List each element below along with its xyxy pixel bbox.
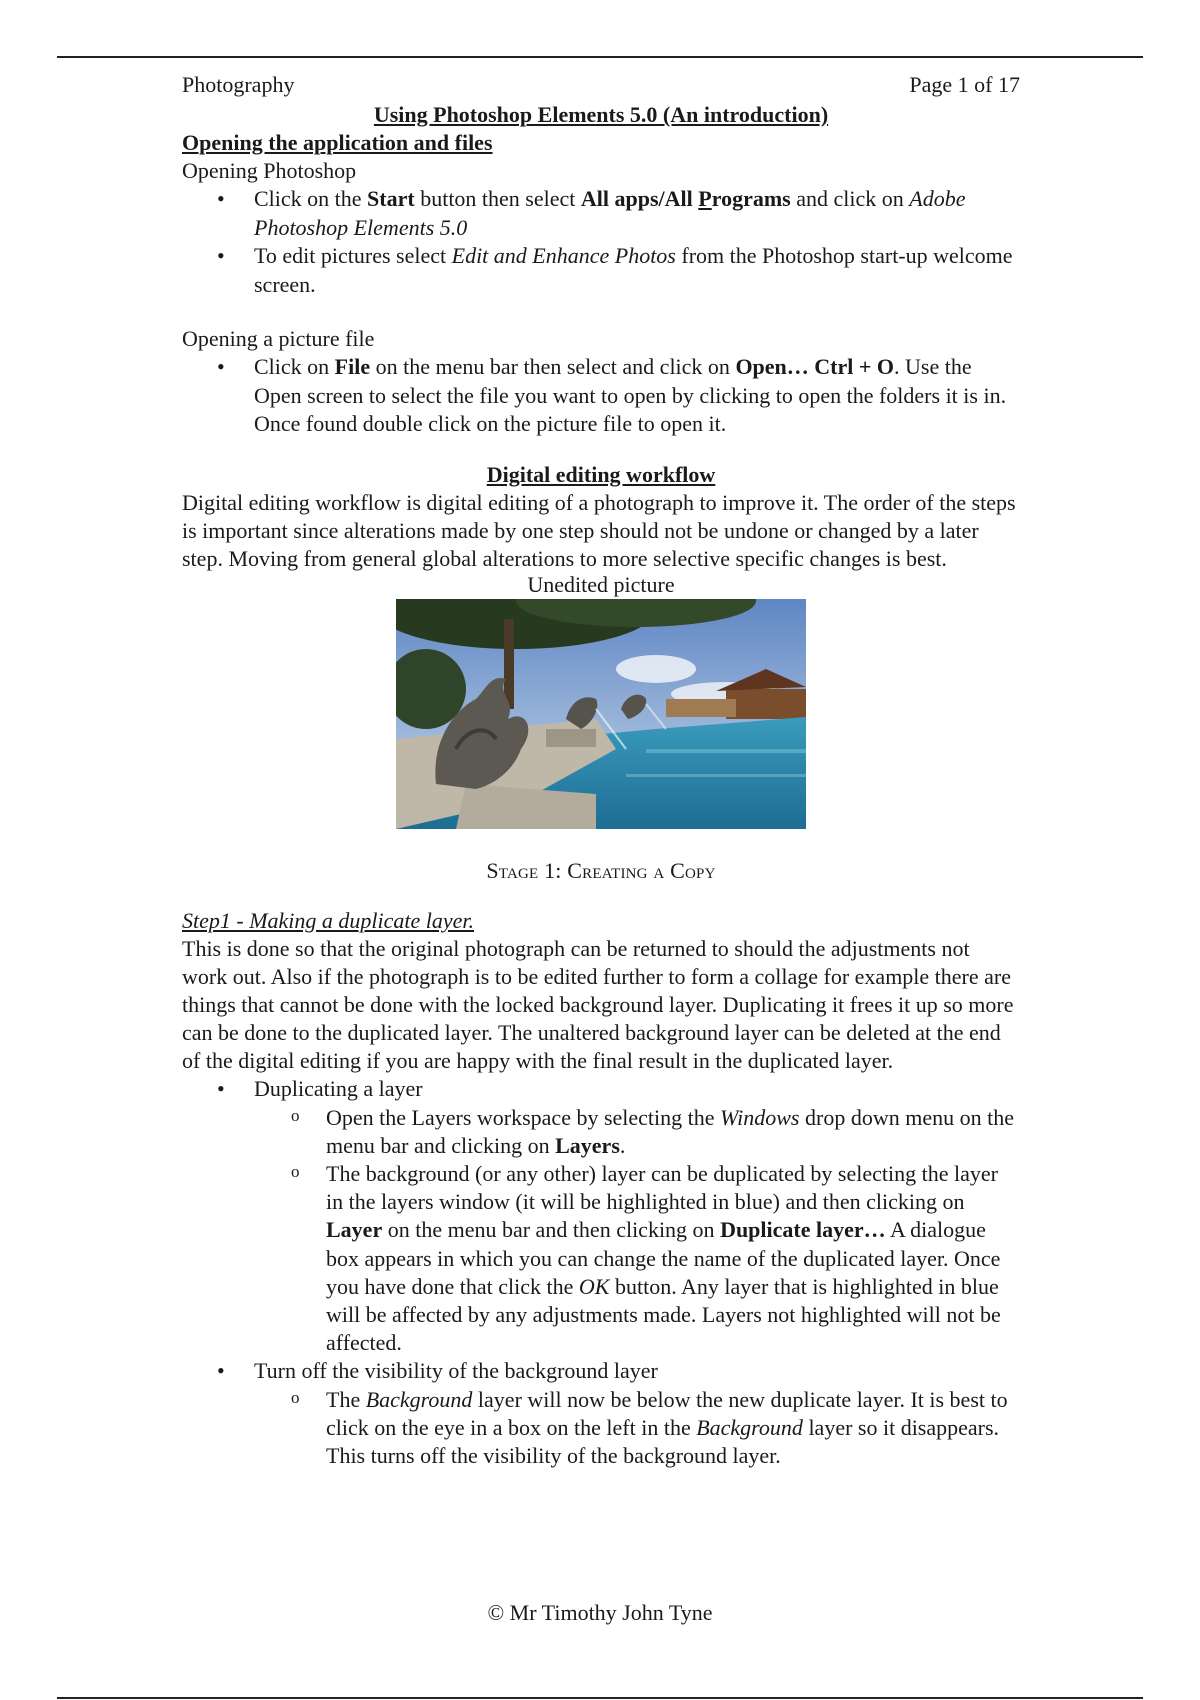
- list-item: • Click on the Start button then select All apps/All Programs and click on Adobe Photoshop Elements 5.0: [254, 185, 1020, 242]
- list-item: • To edit pictures select Edit and Enhance Photos from the Photoshop start-up welcome screen.: [254, 242, 1020, 299]
- opening-list: [182, 185, 1020, 299]
- list-item: • Turn off the visibility of the background layer o The Background layer will now be below the new duplicate layer. It is best to click on the eye in a box on the left in the Background layer so it disappears. This turns off the visibility of the background layer.: [254, 1357, 1020, 1470]
- sub-list-item: o The Background layer will now be below the new duplicate layer. It is best to click on the eye in a box on the left in the Background layer so it disappears. This turns off the visibility of the background layer.: [326, 1386, 1020, 1471]
- image-caption: Unedited picture: [527, 571, 675, 597]
- section-heading-opening: Opening the application and files: [182, 130, 493, 155]
- header-page-number: Page 1 of 17: [909, 72, 1020, 97]
- step1-heading: Step1 - Making a duplicate layer.: [182, 908, 475, 933]
- step1-paragraph: This is done so that the original photograph can be returned to should the adjustments not work out. Also if the photograph is to be edited further to form a collage for example there are things that cannot be done with the locked background layer. Duplicating it frees it up so more can be done to the duplicated layer. The unaltered background layer can be deleted at the end of the digital editing if you are happy with the final result in the duplicated layer.: [182, 936, 1014, 1073]
- document-page: [182, 70, 1020, 1470]
- step1-sublist-duplicate: [254, 1104, 1020, 1358]
- header-subject: Photography: [182, 72, 295, 97]
- sub-list-item: o Open the Layers workspace by selecting the Windows drop down menu on the menu bar and clicking on Layers.: [326, 1104, 1020, 1160]
- workflow-paragraph: Digital editing workflow is digital editing of a photograph to improve it. The order of the steps is important since alterations made by one step should not be undone or changed by a later step. Moving from general global alterations to more selective specific changes is best.: [182, 489, 1016, 571]
- top-rule: [57, 56, 1143, 58]
- list-item: • Click on File on the menu bar then select and click on Open… Ctrl + O. Use the Open screen to select the file you want to open by clicking to open the folders it is in. Once found double click on the picture file to open it.: [254, 353, 1020, 439]
- subheading-opening-file: Opening a picture file: [182, 326, 375, 351]
- subheading-opening-photoshop: Opening Photoshop: [182, 158, 357, 183]
- step1-sublist-visibility: [254, 1386, 1020, 1471]
- document-title: Using Photoshop Elements 5.0 (An introduction): [373, 102, 829, 127]
- sub-list-item: o The background (or any other) layer can be duplicated by selecting the layer in the layers window (it will be highlighted in blue) and then clicking on Layer on the menu bar and then clicking on Duplicate layer… A dialogue box appears in which you can change the name of the duplicated layer. Once you have done that click the OK button. Any layer that is highlighted in blue will be affected by any adjustments made. Layers not highlighted will not be affected.: [326, 1160, 1020, 1357]
- pool-photo-image: [396, 599, 806, 829]
- unedited-picture: [182, 599, 1020, 829]
- step1-list: [182, 1075, 1020, 1470]
- list-item: • Duplicating a layer o Open the Layers workspace by selecting the Windows drop down menu on the menu bar and clicking on Layers. o The background (or any other) layer can be duplicated by selecting the layer in the layers window (it will be highlighted in blue) and then clicking on Layer on the menu bar and then clicking on Duplicate layer… A dialogue box appears in which you can change the name of the duplicated layer. Once you have done that click the OK button. Any layer that is highlighted in blue will be affected by any adjustments made. Layers not highlighted will not be affected.: [254, 1075, 1020, 1357]
- section-heading-workflow: Digital editing workflow: [486, 461, 716, 487]
- stage-heading: Stage 1: Creating a Copy: [486, 857, 716, 883]
- opening-file-list: [182, 353, 1020, 439]
- page-header: [182, 70, 1020, 100]
- footer-copyright: © Mr Timothy John Tyne: [487, 1600, 713, 1625]
- bottom-rule: [57, 1697, 1143, 1699]
